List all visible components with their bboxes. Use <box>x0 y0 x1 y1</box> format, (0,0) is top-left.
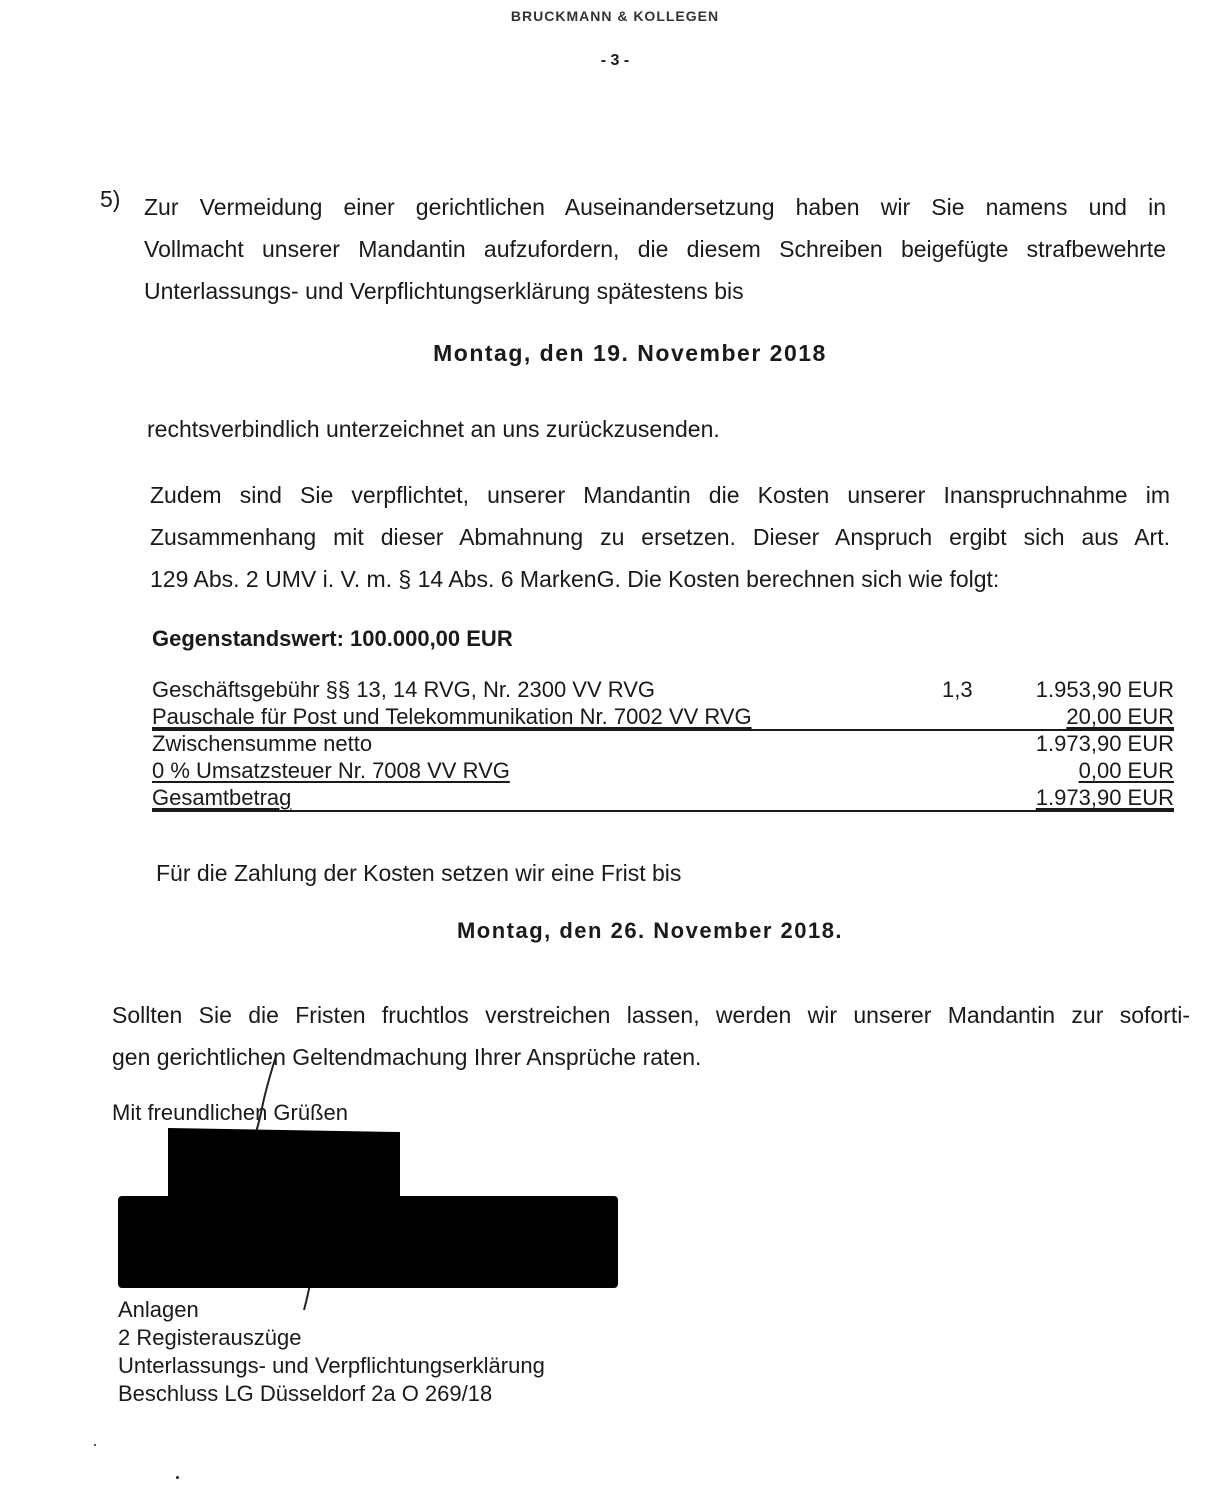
fee-amount: 1.973,90 EUR <box>1035 731 1174 756</box>
fee-row-business-fee <box>152 676 1174 703</box>
redaction-block <box>118 1196 618 1288</box>
paragraph-line: gen gerichtlichen Geltendmachung Ihrer Ansprüche raten. <box>112 1044 702 1070</box>
fee-label: Geschäftsgebühr §§ 13, 14 RVG, Nr. 2300 VV RVG <box>152 677 656 702</box>
fee-label: Zwischensumme netto <box>152 731 373 756</box>
attachment-item: Beschluss LG Düsseldorf 2a O 269/18 <box>118 1381 493 1406</box>
fee-row-vat <box>152 757 1174 784</box>
fee-amount: 20,00 EUR <box>1066 704 1174 729</box>
scan-speck <box>94 1444 96 1446</box>
rule-line <box>152 810 1174 812</box>
attachments-title: Anlagen <box>118 1297 199 1322</box>
fee-table <box>152 676 1174 811</box>
fee-label: Pauschale für Post und Telekommunikation Nr. 7002 VV RVG <box>152 704 752 729</box>
attachments-list <box>118 1296 545 1408</box>
letterhead-mark: BRUCKMANN & KOLLEGEN <box>510 8 720 24</box>
paragraph-costs <box>150 474 1170 600</box>
fee-amount: 1.973,90 EUR <box>1035 785 1174 810</box>
closing-salutation: Mit freundlichen Grüßen <box>112 1100 348 1125</box>
fee-label: 0 % Umsatzsteuer Nr. 7008 VV RVG <box>152 758 510 783</box>
return-instruction: rechtsverbindlich unterzeichnet an uns zurückzusenden. <box>147 416 720 442</box>
payment-deadline-text: Für die Zahlung der Kosten setzen wir eine Frist bis <box>156 860 682 886</box>
fee-amount: 0,00 EUR <box>1078 758 1174 783</box>
paragraph-line: Zudem sind Sie verpflichtet, unserer Mandantin die Kosten unserer Inanspruchnahme im <box>150 482 1170 508</box>
fee-factor: 1,3 <box>942 677 973 702</box>
fee-amount: 1.953,90 EUR <box>1035 677 1174 702</box>
deadline-date-payment: Montag, den 26. November 2018. <box>456 918 844 943</box>
paragraph-line: Unterlassungs- und Verpflichtungserklärung spätestens bis <box>144 278 744 304</box>
scan-speck <box>176 1476 179 1479</box>
attachment-item: Unterlassungs- und Verpflichtungserklärung <box>118 1353 545 1378</box>
paragraph-line: Sollten Sie die Fristen fruchtlos verstreichen lassen, werden wir unserer Mandantin zur soforti- <box>112 1002 1190 1028</box>
page-number: - 3 - <box>600 52 630 69</box>
attachment-item: 2 Registerauszüge <box>118 1325 302 1350</box>
paragraph-line: 129 Abs. 2 UMV i. V. m. § 14 Abs. 6 MarkenG. Die Kosten berechnen sich wie folgt: <box>150 566 1000 592</box>
paragraph-line: Vollmacht unserer Mandantin aufzufordern, die diesem Schreiben beigefügte strafbewehrte <box>144 236 1166 262</box>
fee-row-total <box>152 784 1174 811</box>
paragraph-line: Zusammenhang mit dieser Abmahnung zu ersetzen. Dieser Anspruch ergibt sich aus Art. <box>150 524 1170 550</box>
fee-label: Gesamtbetrag <box>152 785 292 810</box>
subject-value: Gegenstandswert: 100.000,00 EUR <box>152 626 513 651</box>
fee-row-subtotal <box>152 730 1174 757</box>
fee-row-postage <box>152 703 1174 730</box>
paragraph-cease-and-desist <box>144 186 1166 312</box>
paragraph-line: Zur Vermeidung einer gerichtlichen Auseinandersetzung haben wir Sie namens und in <box>144 194 1166 220</box>
item-number: 5) <box>100 186 121 212</box>
deadline-date-declaration: Montag, den 19. November 2018 <box>433 340 827 366</box>
